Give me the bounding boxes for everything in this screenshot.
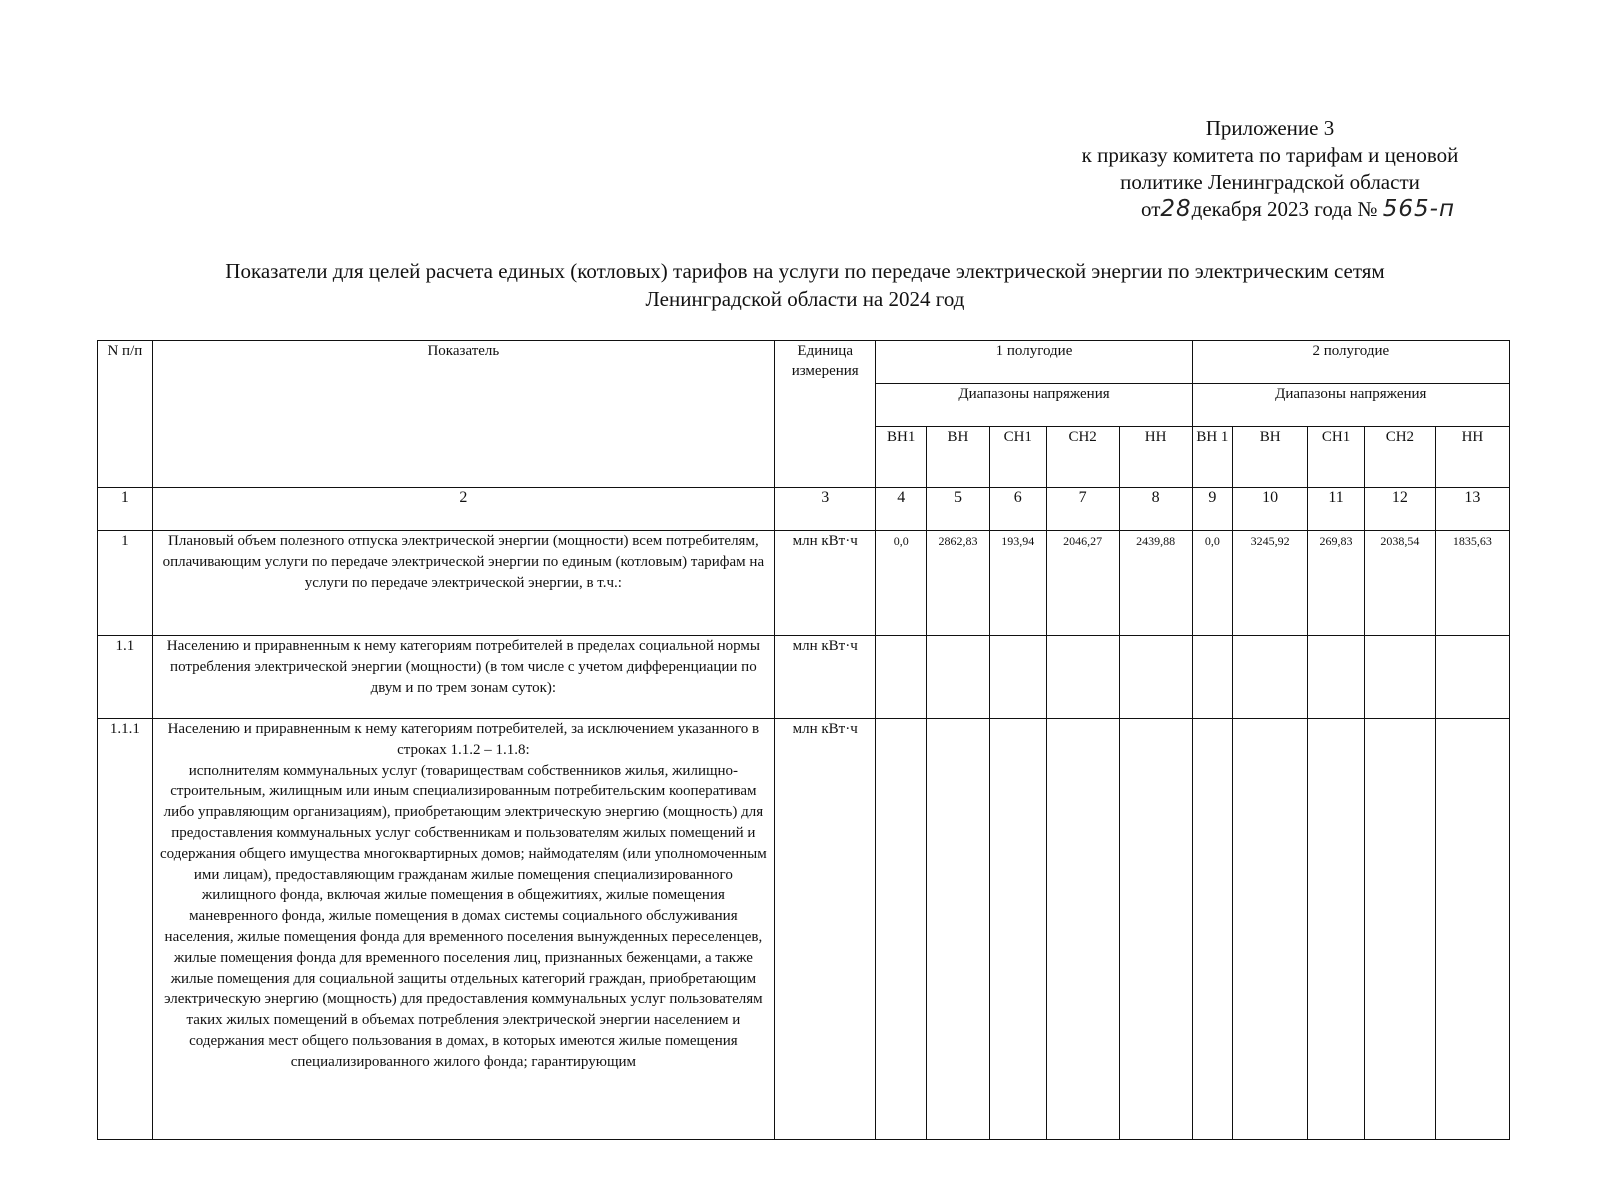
row-number: 1.1.1 xyxy=(98,719,153,1140)
header-level: НН xyxy=(1119,427,1192,488)
value-cell xyxy=(1364,636,1435,719)
value-cell xyxy=(1233,719,1308,1140)
header-level: СН1 xyxy=(989,427,1046,488)
value-cell: 0,0 xyxy=(876,531,927,636)
value-cell: 0,0 xyxy=(1192,531,1233,636)
row-description: Населению и приравненным к нему категориям потребителей в пределах социальной нормы потребления электрической энергии (мощности) (в том числе с учетом дифференциации по двум и по трем зонам суток): xyxy=(152,636,774,719)
value-cell xyxy=(1233,636,1308,719)
appendix-header xyxy=(1040,115,1500,223)
date-text: декабря 2023 года № xyxy=(1191,197,1378,221)
column-number: 5 xyxy=(927,488,990,531)
value-cell xyxy=(1435,636,1509,719)
value-cell: 1835,63 xyxy=(1435,531,1509,636)
header-level: ВН xyxy=(927,427,990,488)
table-row xyxy=(98,719,1510,1140)
value-cell xyxy=(1435,719,1509,1140)
header-half-1: 1 полугодие xyxy=(876,341,1192,384)
header-level: СН2 xyxy=(1364,427,1435,488)
document-title-line-2: Ленинградской области на 2024 год xyxy=(645,287,965,311)
value-cell xyxy=(1308,719,1365,1140)
header-row-1 xyxy=(98,341,1510,384)
appendix-title: Приложение 3 xyxy=(1205,116,1335,140)
header-level: ВН1 xyxy=(876,427,927,488)
value-cell: 269,83 xyxy=(1308,531,1365,636)
row-unit: млн кВт·ч xyxy=(775,531,876,636)
value-cell: 193,94 xyxy=(989,531,1046,636)
column-number: 9 xyxy=(1192,488,1233,531)
handwritten-day: 28 xyxy=(1160,196,1192,222)
column-number: 11 xyxy=(1308,488,1365,531)
value-cell xyxy=(927,636,990,719)
value-cell: 2046,27 xyxy=(1046,531,1119,636)
handwritten-order-number: 565-п xyxy=(1382,196,1456,222)
header-level: ВН 1 xyxy=(1192,427,1233,488)
column-number: 7 xyxy=(1046,488,1119,531)
value-cell xyxy=(989,719,1046,1140)
value-cell xyxy=(1364,719,1435,1140)
table-row xyxy=(98,636,1510,719)
value-cell xyxy=(1046,719,1119,1140)
row-description xyxy=(152,719,774,1140)
header-voltage-ranges-2: Диапазоны напряжения xyxy=(1192,384,1509,427)
header-voltage-ranges-1: Диапазоны напряжения xyxy=(876,384,1192,427)
value-cell xyxy=(1119,636,1192,719)
column-number: 6 xyxy=(989,488,1046,531)
column-number: 1 xyxy=(98,488,153,531)
row-unit: млн кВт·ч xyxy=(775,636,876,719)
row-description: Плановый объем полезного отпуска электрической энергии (мощности) всем потребителям, оплачивающим услуги по передаче электрической энергии по единым (котловым) тарифам на услуги по передаче электрической энергии, в т.ч.: xyxy=(152,531,774,636)
header-level: СН1 xyxy=(1308,427,1365,488)
value-cell: 2862,83 xyxy=(927,531,990,636)
value-cell xyxy=(1119,719,1192,1140)
header-half-2: 2 полугодие xyxy=(1192,341,1509,384)
value-cell xyxy=(927,719,990,1140)
value-cell: 2439,88 xyxy=(1119,531,1192,636)
header-num: N п/п xyxy=(98,341,153,488)
column-number: 10 xyxy=(1233,488,1308,531)
row-description-lead: Населению и приравненным к нему категориям потребителей, за исключением указанного в строках 1.1.2 – 1.1.8: xyxy=(167,721,760,758)
document-title-line-1: Показатели для целей расчета единых (котловых) тарифов на услуги по передаче электрической энергии по электрическим сетям xyxy=(225,259,1385,283)
tariff-indicators-table xyxy=(97,340,1510,1140)
column-numbers-row xyxy=(98,488,1510,531)
value-cell: 2038,54 xyxy=(1364,531,1435,636)
value-cell: 3245,92 xyxy=(1233,531,1308,636)
value-cell xyxy=(876,719,927,1140)
appendix-date-line xyxy=(1068,196,1528,223)
value-cell xyxy=(1046,636,1119,719)
appendix-order-ref: к приказу комитета по тарифам и ценовой xyxy=(1081,143,1459,167)
row-number: 1 xyxy=(98,531,153,636)
value-cell xyxy=(876,636,927,719)
row-number: 1.1 xyxy=(98,636,153,719)
header-level: СН2 xyxy=(1046,427,1119,488)
row-unit: млн кВт·ч xyxy=(775,719,876,1140)
header-unit: Единица измерения xyxy=(775,341,876,488)
column-number: 4 xyxy=(876,488,927,531)
value-cell xyxy=(1308,636,1365,719)
column-number: 12 xyxy=(1364,488,1435,531)
table-row xyxy=(98,531,1510,636)
date-prefix: от xyxy=(1140,197,1161,221)
document-title xyxy=(110,257,1500,313)
column-number: 13 xyxy=(1435,488,1509,531)
value-cell xyxy=(989,636,1046,719)
column-number: 2 xyxy=(152,488,774,531)
column-number: 3 xyxy=(775,488,876,531)
appendix-authority: политике Ленинградской области xyxy=(1120,170,1420,194)
header-level: НН xyxy=(1435,427,1509,488)
value-cell xyxy=(1192,636,1233,719)
header-level: ВН xyxy=(1233,427,1308,488)
column-number: 8 xyxy=(1119,488,1192,531)
value-cell xyxy=(1192,719,1233,1140)
row-description-body: исполнителям коммунальных услуг (товариществам собственников жилья, жилищно-строительным, жилищным или иным специализированным потребительским кооперативам либо управляющим организациям), приобретающим электрическую энергию (мощность) для предоставления коммунальных услуг собственникам и пользователям жилых помещений и содержания общего имущества многоквартирных домов; наймодателям (или уполномоченным ими лицам), предоставляющим гражданам жилые помещения специализированного жилищного фонда, включая жилые помещения в общежитиях, жилые помещения маневренного фонда, жилые помещения в домах системы социального обслуживания населения, жилые помещения фонда для временного поселения вынужденных переселенцев, жилые помещения фонда для временного поселения лиц, признанных беженцами, а также жилые помещения для социальной защиты отдельных категорий граждан, приобретающим электрическую энергию (мощность) для предоставления коммунальных услуг пользователям таких жилых помещений в объемах потребления электрической энергии населением и содержания мест общего пользования в домах, в которых имеются жилые помещения специализированного жилого фонда; гарантирующим xyxy=(160,762,767,1070)
header-indicator: Показатель xyxy=(152,341,774,488)
